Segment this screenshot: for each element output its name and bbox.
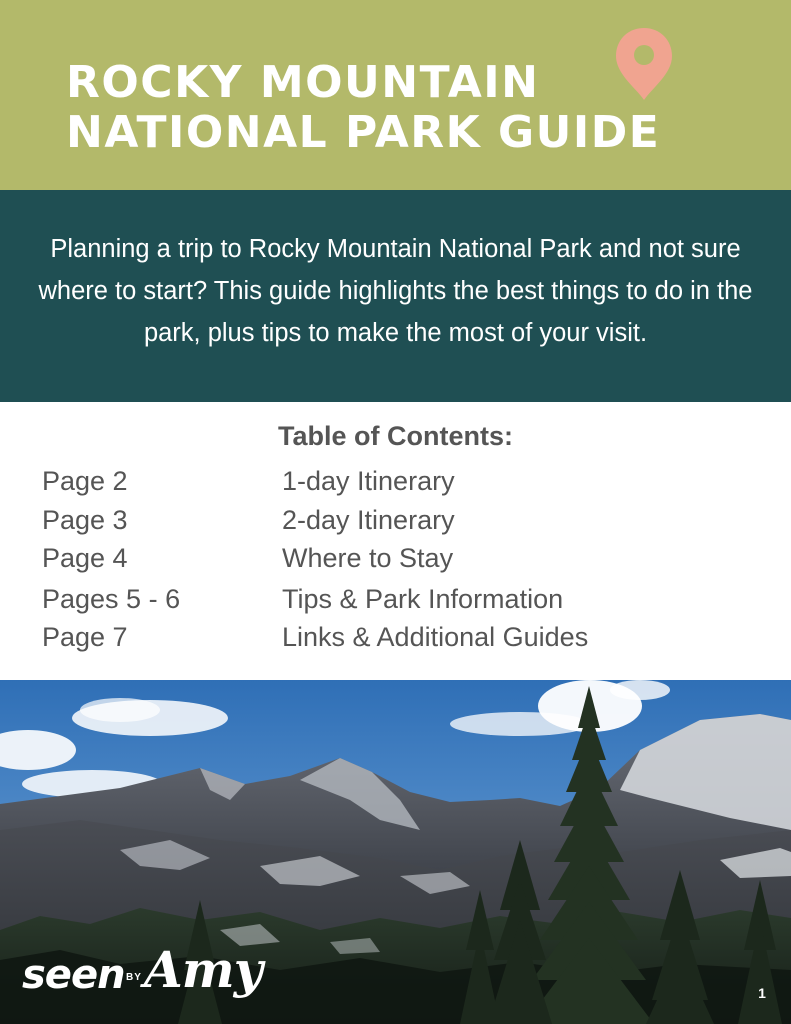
logo-seen-text: seen [22,952,125,998]
toc-page-ref: Page 4 [42,543,128,573]
seen-by-amy-logo [22,938,262,1012]
intro-band [0,190,791,402]
toc-page-ref: Page 7 [42,622,128,652]
toc-page-ref: Page 2 [42,466,128,496]
toc-title: Where to Stay [282,543,454,573]
map-pin-icon [614,26,674,102]
toc-title: 2-day Itinerary [282,505,455,535]
toc-title: Links & Additional Guides [282,622,589,652]
toc-row [42,539,742,577]
header-band [0,0,791,190]
toc-row [42,618,742,656]
toc-page-ref: Page 3 [42,505,128,535]
logo-by-text: BY [126,972,142,983]
toc-row [42,501,742,539]
logo-amy-text: Amy [144,940,262,999]
toc-heading: Table of Contents: [278,421,513,451]
toc-row [42,580,742,618]
intro-text: Planning a trip to Rocky Mountain National Park and not sure where to start? This guide highlights the best things to do in the park, plus tips to make the most of your visit. [38,235,753,347]
toc-page-ref: Pages 5 - 6 [42,584,181,614]
title-line-1: ROCKY MOUNTAIN [66,57,540,108]
toc-row [42,462,742,500]
page-number: 1 [758,985,766,1001]
page-title [66,58,660,158]
title-line-2: NATIONAL PARK GUIDE [66,107,661,158]
toc-title: 1-day Itinerary [282,466,455,496]
toc-title: Tips & Park Information [282,584,564,614]
